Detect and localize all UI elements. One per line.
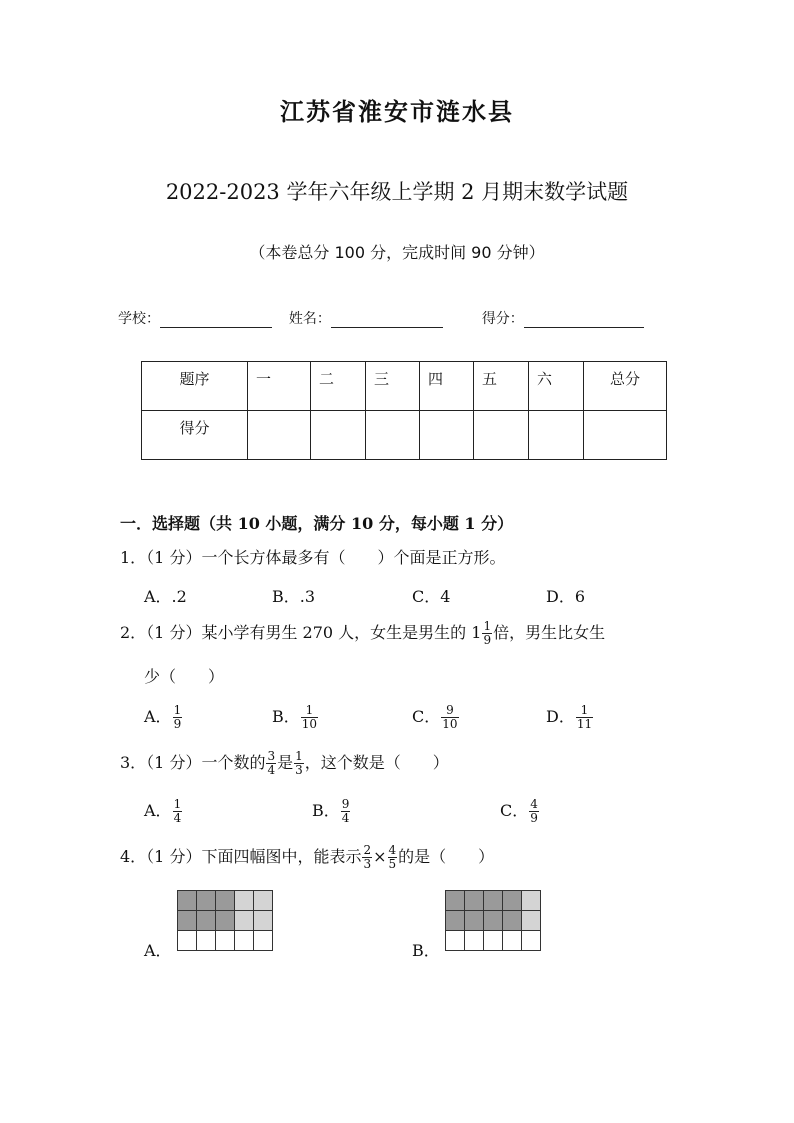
grid-row	[178, 911, 273, 931]
q2-text-c: 少（ ）	[144, 667, 225, 686]
option-fraction	[576, 704, 593, 731]
option-fraction	[173, 798, 183, 825]
q3-option-a[interactable]	[144, 798, 183, 825]
question-4-text	[120, 844, 494, 871]
q2-text-a: 2．（1 分）某小学有男生 270 人，女生是男生的 1	[120, 623, 482, 642]
q1-option-a[interactable]: A．.2	[144, 587, 187, 606]
section-title: 一．选择题（共 10 小题，满分 10 分，每小题 1 分）	[120, 514, 514, 533]
fraction-numerator: 1	[173, 797, 182, 811]
q1-option-b[interactable]: B．.3	[272, 587, 316, 606]
fraction-denominator: 3	[363, 857, 372, 871]
grid-cell	[216, 931, 235, 951]
grid-cell	[235, 891, 254, 911]
grid-cell	[216, 891, 235, 911]
q1-option-c[interactable]: C．4	[412, 587, 451, 606]
score-table-input-cell[interactable]	[584, 411, 667, 460]
fraction-numerator: 2	[363, 843, 372, 857]
grid-cell	[197, 891, 216, 911]
question-2-text	[120, 620, 605, 647]
option-label: B．	[312, 801, 340, 820]
fraction-numerator: 3	[267, 749, 276, 763]
student-info	[118, 308, 644, 328]
grid-row	[178, 931, 273, 951]
score-table-cell: 一	[248, 362, 311, 411]
score-table-cell: 总分	[584, 362, 667, 411]
q2-option-d[interactable]	[546, 704, 594, 731]
fraction-denominator: 5	[388, 857, 397, 871]
option-label: C．	[500, 801, 529, 820]
score-table-input-cell[interactable]	[529, 411, 584, 460]
grid-cell	[522, 891, 541, 911]
grid-cell	[178, 891, 197, 911]
question-1-text: 1．（1 分）一个长方体最多有（ ）个面是正方形。	[120, 548, 506, 567]
score-table-header-row	[142, 362, 667, 411]
score-table-score-row	[142, 411, 667, 460]
exam-note: （本卷总分 100 分，完成时间 90 分钟）	[249, 243, 545, 262]
score-table-cell: 六	[529, 362, 584, 411]
grid-cell	[235, 911, 254, 931]
q4-text-a: 4．（1 分）下面四幅图中，能表示	[120, 847, 362, 866]
fraction-numerator: 9	[341, 797, 350, 811]
option-label: A．	[144, 707, 172, 726]
option-label: C．	[412, 707, 441, 726]
q2-option-a[interactable]	[144, 704, 183, 731]
page-title: 江苏省淮安市涟水县	[280, 97, 514, 126]
q4-option-b-label[interactable]: B．	[412, 941, 440, 960]
fraction-denominator: 10	[442, 717, 458, 731]
fraction-denominator: 4	[267, 763, 276, 777]
score-table	[141, 361, 667, 460]
question-3-text	[120, 750, 449, 777]
grid-cell	[178, 911, 197, 931]
grid-cell	[484, 931, 503, 951]
grid-cell	[503, 911, 522, 931]
q1-option-d[interactable]: D．6	[546, 587, 586, 606]
q2-option-c[interactable]	[412, 704, 460, 731]
option-fraction	[173, 704, 183, 731]
grid-cell	[254, 931, 273, 951]
q2-option-b[interactable]	[272, 704, 319, 731]
grid-cell	[446, 931, 465, 951]
fraction-denominator: 11	[576, 717, 593, 731]
grid-cell	[446, 911, 465, 931]
grid-cell	[522, 911, 541, 931]
score-table-input-cell[interactable]	[366, 411, 420, 460]
grid-cell	[465, 911, 484, 931]
grid-cell	[235, 931, 254, 951]
option-fraction	[301, 704, 318, 731]
grid-cell	[197, 911, 216, 931]
q3-fraction-2	[294, 750, 304, 777]
option-fraction	[341, 798, 351, 825]
grid-row	[446, 911, 541, 931]
score-table-cell: 五	[474, 362, 529, 411]
times-sign: ×	[373, 847, 387, 866]
option-fraction	[529, 798, 539, 825]
grid-cell	[254, 911, 273, 931]
score-table-input-cell[interactable]	[311, 411, 366, 460]
grid-cell	[197, 931, 216, 951]
fraction-numerator: 1	[173, 703, 182, 717]
score-table-cell: 四	[420, 362, 474, 411]
score-table-input-cell[interactable]	[474, 411, 529, 460]
option-label: B．	[272, 707, 300, 726]
option-label: A．	[144, 801, 172, 820]
q2-mixed-fraction	[482, 620, 492, 647]
school-field[interactable]	[160, 313, 272, 328]
fraction-denominator: 4	[341, 811, 350, 825]
score-label: 得分：	[481, 311, 524, 327]
grid-row	[446, 931, 541, 951]
fraction-denominator: 9	[173, 717, 182, 731]
q3-fraction-1	[266, 750, 276, 777]
q2-text-b: 倍，男生比女生	[493, 623, 606, 642]
grid-row	[178, 891, 273, 911]
fraction-denominator: 10	[301, 717, 318, 731]
q4-text-b: 的是（ ）	[398, 847, 495, 866]
q4-fraction-1	[362, 844, 372, 871]
grid-cell	[503, 891, 522, 911]
grid-cell	[254, 891, 273, 911]
q3-text-b: 是	[277, 753, 294, 772]
fraction-denominator: 3	[295, 763, 303, 777]
grid-cell	[216, 911, 235, 931]
fraction-numerator: 1	[301, 704, 318, 718]
fraction-numerator: 1	[483, 619, 492, 633]
name-field[interactable]	[331, 313, 443, 328]
fraction-numerator: 1	[295, 749, 303, 763]
grid-cell	[503, 931, 522, 951]
grid-cell	[465, 891, 484, 911]
fraction-numerator: 1	[576, 704, 593, 718]
q3-option-c[interactable]	[500, 798, 540, 825]
fraction-numerator: 9	[441, 704, 458, 718]
score-field[interactable]	[524, 313, 644, 328]
q4-option-a-figure[interactable]	[177, 890, 273, 951]
fraction-denominator: 9	[483, 633, 492, 647]
score-table-cell: 三	[366, 362, 420, 411]
q4-fraction-2	[388, 844, 398, 871]
q4-option-a-label[interactable]: A．	[144, 941, 172, 960]
option-fraction	[441, 704, 458, 731]
grid-row	[446, 891, 541, 911]
score-table-cell: 题序	[142, 362, 248, 411]
score-table-cell: 得分	[142, 411, 248, 460]
fraction-numerator: 4	[530, 797, 538, 811]
grid-cell	[178, 931, 197, 951]
grid-cell	[465, 931, 484, 951]
fraction-denominator: 4	[173, 811, 182, 825]
grid-cell	[522, 931, 541, 951]
grid-cell	[484, 911, 503, 931]
fraction-denominator: 9	[530, 811, 538, 825]
score-table-input-cell[interactable]	[248, 411, 311, 460]
grid-cell	[484, 891, 503, 911]
fraction-numerator: 4	[388, 843, 397, 857]
q4-option-b-figure[interactable]	[445, 890, 541, 951]
grid-cell	[446, 891, 465, 911]
score-table-cell: 二	[311, 362, 366, 411]
option-label: D．	[546, 707, 575, 726]
school-label: 学校：	[118, 311, 160, 327]
score-table-input-cell[interactable]	[420, 411, 474, 460]
q3-text-a: 3．（1 分）一个数的	[120, 753, 266, 772]
q3-text-c: ，这个数是（ ）	[304, 753, 449, 772]
name-label: 姓名：	[288, 311, 331, 327]
exam-subtitle: 2022-2023 学年六年级上学期 2 月期末数学试题	[165, 180, 629, 204]
q3-option-b[interactable]	[312, 798, 351, 825]
